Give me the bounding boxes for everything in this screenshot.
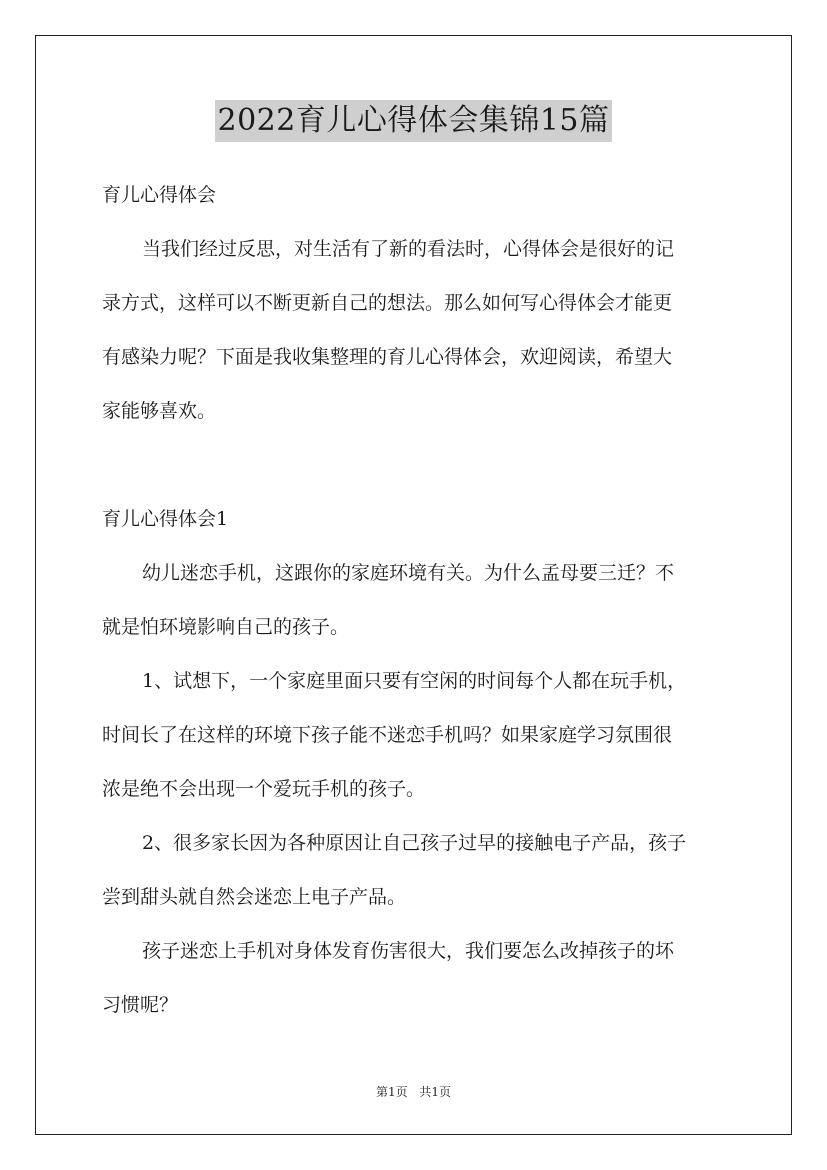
- paragraph-line: 孩子迷恋上手机对身体发育伤害很大，我们要怎么改掉孩子的坏: [142, 940, 675, 962]
- paragraph-line: 浓是绝不会出现一个爱玩手机的孩子。: [102, 778, 426, 800]
- page-number-total: 共1页: [419, 1085, 452, 1099]
- paragraph-line: 2、很多家长因为各种原因让自己孩子过早的接触电子产品，孩子: [142, 832, 687, 854]
- intro-line: 当我们经过反思，对生活有了新的看法时，心得体会是很好的记: [142, 238, 675, 260]
- paragraph-line: 尝到甜头就自然会迷恋上电子产品。: [102, 886, 407, 908]
- document-body: [102, 168, 728, 1032]
- section-spacer: [102, 438, 728, 492]
- paragraph-line: 1、试想下，一个家庭里面只要有空闲的时间每个人都在玩手机，: [142, 670, 687, 692]
- paragraph-line: 就是怕环境影响自己的孩子。: [102, 616, 350, 638]
- page-number-current: 第1页: [375, 1085, 408, 1099]
- title-container: [0, 100, 827, 142]
- intro-line: 录方式，这样可以不断更新自己的想法。那么如何写心得体会才能更: [102, 292, 673, 314]
- section-heading-1: 育儿心得体会1: [102, 508, 229, 530]
- paragraph-line: 幼儿迷恋手机，这跟你的家庭环境有关。为什么孟母要三迁？不: [142, 562, 675, 584]
- document-title: 2022育儿心得体会集锦15篇: [215, 100, 611, 142]
- intro-line: 有感染力呢？下面是我收集整理的育儿心得体会，欢迎阅读，希望大: [102, 346, 673, 368]
- intro-line: 家能够喜欢。: [102, 400, 217, 422]
- page-footer: [0, 1083, 827, 1100]
- section-heading-intro: 育儿心得体会: [102, 184, 217, 206]
- paragraph-line: 习惯呢？: [102, 994, 179, 1016]
- paragraph-line: 时间长了在这样的环境下孩子能不迷恋手机吗？如果家庭学习氛围很: [102, 724, 673, 746]
